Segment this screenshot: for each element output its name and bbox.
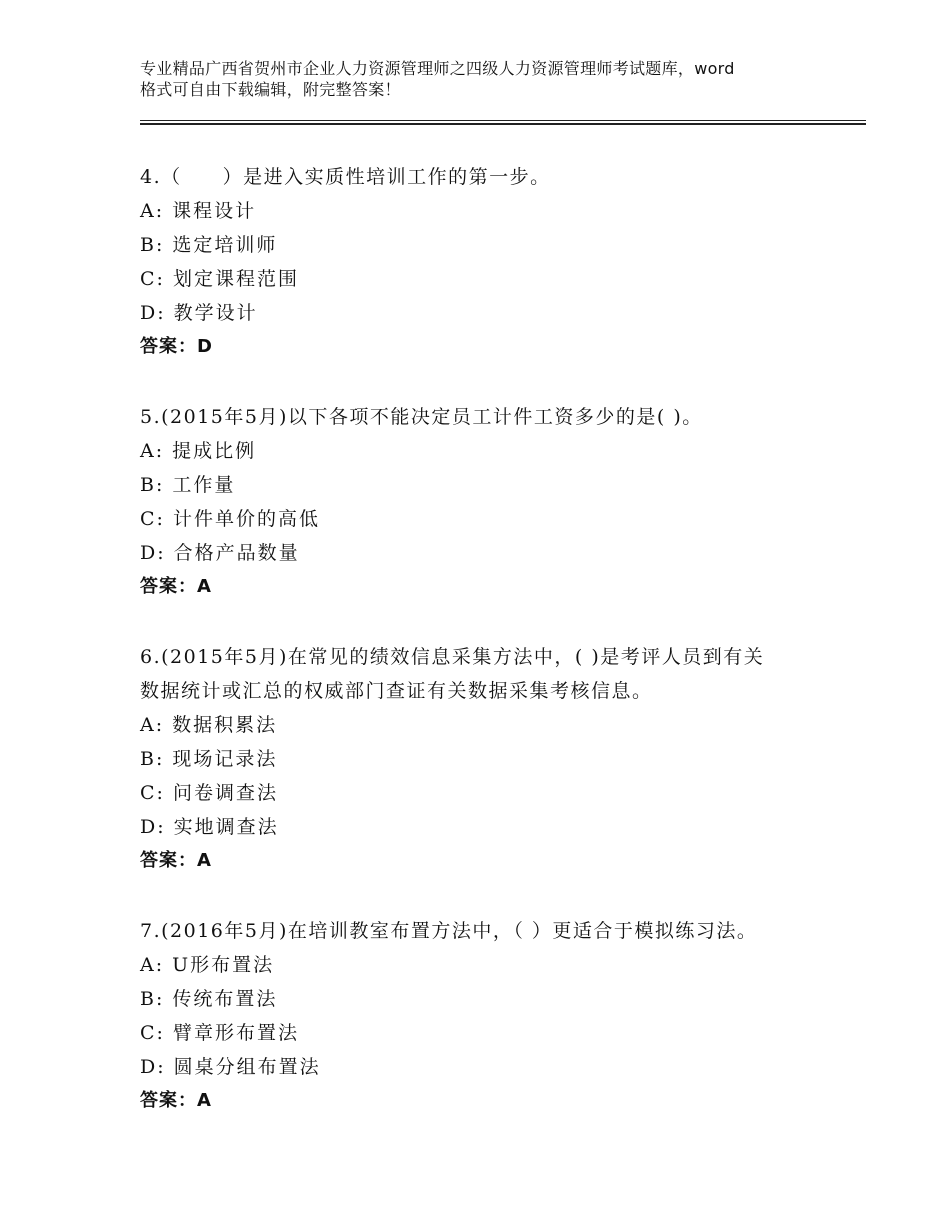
option-a: A: U形布置法	[140, 954, 275, 976]
question-stem: 4.（ ）是进入实质性培训工作的第一步。	[140, 166, 551, 188]
option-d: D: 实地调查法	[140, 816, 279, 838]
answer-label: 答案：A	[140, 850, 212, 871]
option-d: D: 教学设计	[140, 302, 258, 324]
header-line-2: 格式可自由下载编辑，附完整答案！	[140, 80, 401, 99]
option-d: D: 合格产品数量	[140, 542, 300, 564]
option-c: C: 问卷调查法	[140, 782, 278, 804]
question-stem-line-1: 6.(2015年5月)在常见的绩效信息采集方法中，( )是考评人员到有关	[140, 646, 765, 668]
answer-label: 答案：A	[140, 576, 212, 597]
question-7	[140, 914, 860, 1118]
option-b: B: 工作量	[140, 474, 236, 496]
option-a: A: 课程设计	[140, 200, 257, 222]
document-header	[140, 58, 830, 100]
option-c: C: 计件单价的高低	[140, 508, 320, 530]
option-c: C: 臂章形布置法	[140, 1022, 299, 1044]
option-d: D: 圆桌分组布置法	[140, 1056, 321, 1078]
header-divider-thick	[140, 123, 866, 125]
option-b: B: 现场记录法	[140, 748, 278, 770]
answer-label: 答案：A	[140, 1090, 212, 1111]
option-c: C: 划定课程范围	[140, 268, 299, 290]
question-stem: 5.(2015年5月)以下各项不能决定员工计件工资多少的是( )。	[140, 406, 703, 428]
question-6	[140, 640, 860, 878]
option-b: B: 传统布置法	[140, 988, 278, 1010]
option-a: A: 提成比例	[140, 440, 257, 462]
question-stem: 7.(2016年5月)在培训教室布置方法中，（ ）更适合于模拟练习法。	[140, 920, 758, 942]
answer-label: 答案：D	[140, 336, 213, 357]
option-b: B: 选定培训师	[140, 234, 278, 256]
option-a: A: 数据积累法	[140, 714, 278, 736]
question-stem-line-2: 数据统计或汇总的权威部门查证有关数据采集考核信息。	[140, 680, 653, 702]
question-list	[140, 160, 860, 1154]
question-5	[140, 400, 860, 604]
header-divider-thin	[140, 120, 866, 121]
question-4	[140, 160, 860, 364]
header-line-1: 专业精品广西省贺州市企业人力资源管理师之四级人力资源管理师考试题库，word	[140, 59, 735, 78]
